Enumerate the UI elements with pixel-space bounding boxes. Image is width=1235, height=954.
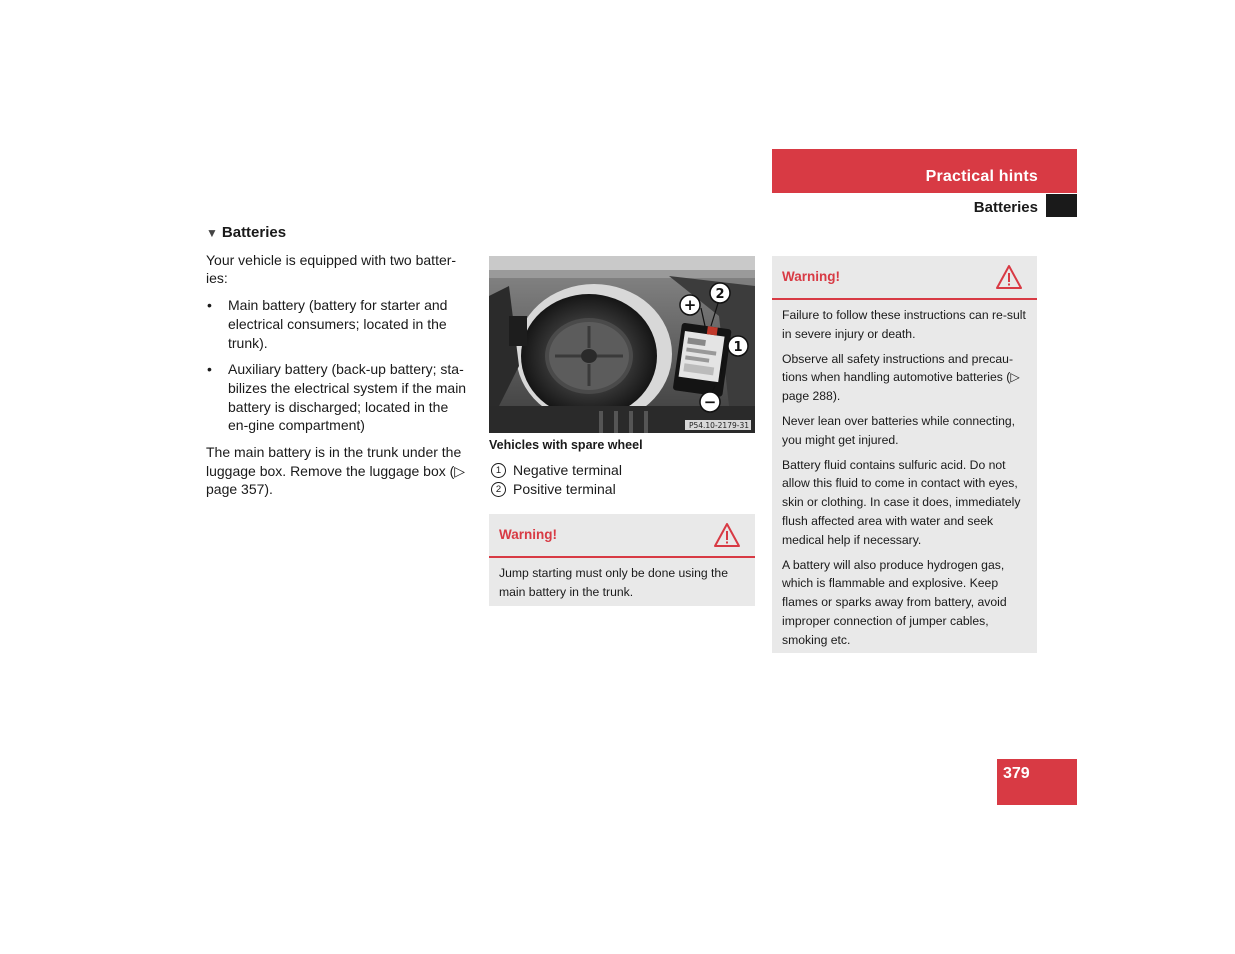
figure-legend [489,461,755,499]
warning-body [489,558,755,610]
outro-paragraph: The main battery is in the trunk under the luggage box. Remove the luggage box (▷ page 357). [206,444,466,498]
triangle-down-icon: ▼ [206,226,218,240]
callout-2-marker [710,283,730,303]
figure-caption: Vehicles with spare wheel [489,438,643,452]
legend-text: Negative terminal [513,462,622,478]
warning-paragraph: A battery will also produce hydrogen gas, which is flammable and explosive. Keep flames or sparks away from battery, avoid improper connection of jumper cables, smoking etc. [782,557,1007,647]
warning-box-jump-start [489,514,755,606]
warning-triangle-icon [995,264,1023,290]
section-heading-text: Batteries [221,224,287,241]
svg-text:1: 1 [733,340,743,355]
warning-box-battery-safety [772,256,1037,653]
section-marker-block [1046,194,1077,217]
warning-paragraph: Failure to follow these instructions can re-sult in severe injury or death. [782,308,1026,341]
negative-terminal-marker [700,392,720,412]
positive-terminal-marker [680,295,700,315]
callout-1-marker [728,336,748,356]
chapter-title: Practical hints [925,168,1038,185]
legend-number: 2 [491,482,506,497]
svg-text:+: + [683,296,697,314]
figure-code: P54.10-2179-31 [688,421,749,430]
warning-header [489,514,755,558]
page-number: 379 [1003,765,1030,782]
trunk-battery-photo [489,256,755,433]
warning-paragraph: Never lean over batteries while connecting, you might get injured. [782,413,1016,447]
svg-text:−: − [703,393,717,411]
warning-title: Warning! [782,269,840,284]
warning-header [772,256,1037,300]
legend-item [489,480,755,499]
warning-paragraph: Jump starting must only be done using the main battery in the trunk. [499,566,728,599]
list-item-text: Main battery (battery for starter and electrical consumers; located in the trunk). [228,297,448,351]
intro-paragraph: Your vehicle is equipped with two batter-ies: [206,251,457,287]
list-item [206,296,472,352]
legend-text: Positive terminal [513,481,616,497]
battery-list [206,296,472,435]
warning-paragraph: Battery fluid contains sulfuric acid. Do not allow this fluid to come in contact with eyes, skin or clothing. In case it does, immediately flush affected area with water and seek medical help if necessary. [782,457,1021,547]
page-number-tab [997,759,1077,805]
svg-text:2: 2 [715,287,725,302]
bullet-icon: • [207,361,212,378]
section-heading [206,224,472,243]
bullet-icon: • [207,297,212,314]
legend-number: 1 [491,463,506,478]
list-item [206,360,472,435]
warning-triangle-icon [713,522,741,548]
legend-item [489,461,755,480]
warning-title: Warning! [499,527,557,542]
section-title: Batteries [973,199,1038,216]
warning-paragraph: Observe all safety instructions and precau-tions when handling automotive batteries (▷ page 288). [782,351,1020,404]
list-item-text: Auxiliary battery (back-up battery; sta-bilizes the electrical system if the main battery is discharged; located in the en-gine compartment) [228,361,467,434]
warning-body [772,300,1037,658]
main-text-column [206,224,472,507]
